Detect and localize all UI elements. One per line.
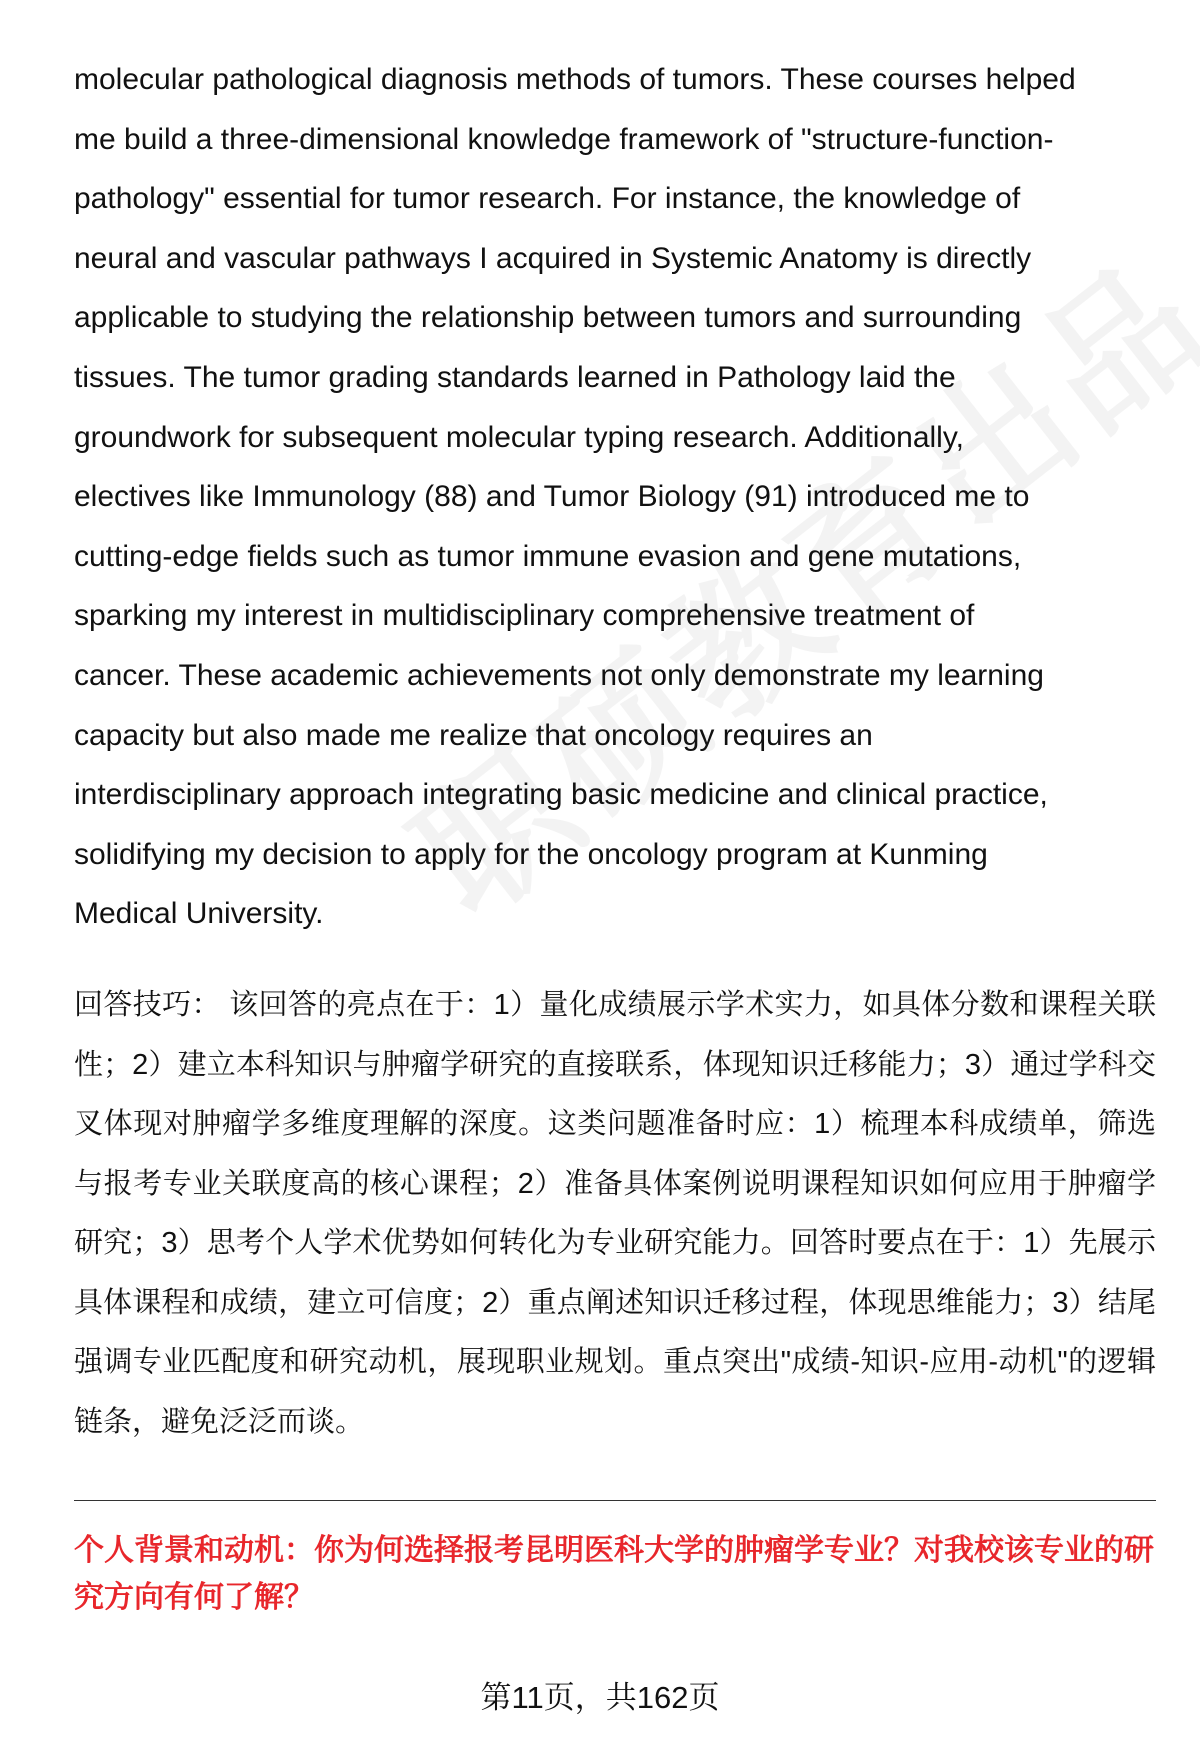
answer-line: neural and vascular pathways I acquired in Systemic Anatomy is directly xyxy=(74,241,1032,275)
answer-line: Medical University. xyxy=(74,897,324,931)
answer-english-paragraph xyxy=(74,50,1154,944)
next-question-heading: 个人背景和动机：你为何选择报考昆明医科大学的肿瘤学专业？对我校该专业的研究方向有何了解？ xyxy=(74,1534,1154,1614)
section-divider xyxy=(74,1500,1156,1501)
answer-line: molecular pathological diagnosis methods of tumors. These courses helped xyxy=(74,63,1076,96)
answer-line: solidifying my decision to apply for the oncology program at Kunming xyxy=(74,837,988,871)
answer-line: electives like Immunology (88) and Tumor Biology (91) introduced me to xyxy=(74,480,1030,514)
answer-line: pathology" essential for tumor research. For instance, the knowledge of xyxy=(74,182,1021,216)
answer-line: cutting-edge fields such as tumor immune evasion and gene mutations, xyxy=(74,539,1022,573)
answer-line: me build a three-dimensional knowledge framework of "structure-function- xyxy=(74,122,1054,156)
answer-line: cancer. These academic achievements not only demonstrate my learning xyxy=(74,658,1044,692)
answer-tips-paragraph: 回答技巧： 该回答的亮点在于：1）量化成绩展示学术实力，如具体分数和课程关联性；2）建立本科知识与肿瘤学研究的直接联系，体现知识迁移能力；3）通过学科交叉体现对肿瘤学多维度理解的深度。这类问题准备时应：1）梳理本科成绩单，筛选与报考专业关联度高的核心课程；2）准备具体案例说明课程知识如何应用于肿瘤学研究；3）思考个人学术优势如何转化为专业研究能力。回答时要点在于：1）先展示具体课程和成绩，建立可信度；2）重点阐述知识迁移过程，体现思维能力；3）结尾强调专业匹配度和研究动机，展现职业规划。重点突出"成绩-知识-应用-动机"的逻辑链条，避免泛泛而谈。 xyxy=(74,989,1156,1438)
answer-line: interdisciplinary approach integrating basic medicine and clinical practice, xyxy=(74,778,1048,812)
answer-line: capacity but also made me realize that oncology requires an xyxy=(74,718,873,752)
answer-line: applicable to studying the relationship between tumors and surrounding xyxy=(74,301,1022,335)
answer-line: tissues. The tumor grading standards learned in Pathology laid the xyxy=(74,360,956,394)
answer-line: groundwork for subsequent molecular typing research. Additionally, xyxy=(74,420,964,454)
answer-line: sparking my interest in multidisciplinary comprehensive treatment of xyxy=(74,599,975,633)
page-number: 第11页，共162页 xyxy=(480,1680,720,1715)
